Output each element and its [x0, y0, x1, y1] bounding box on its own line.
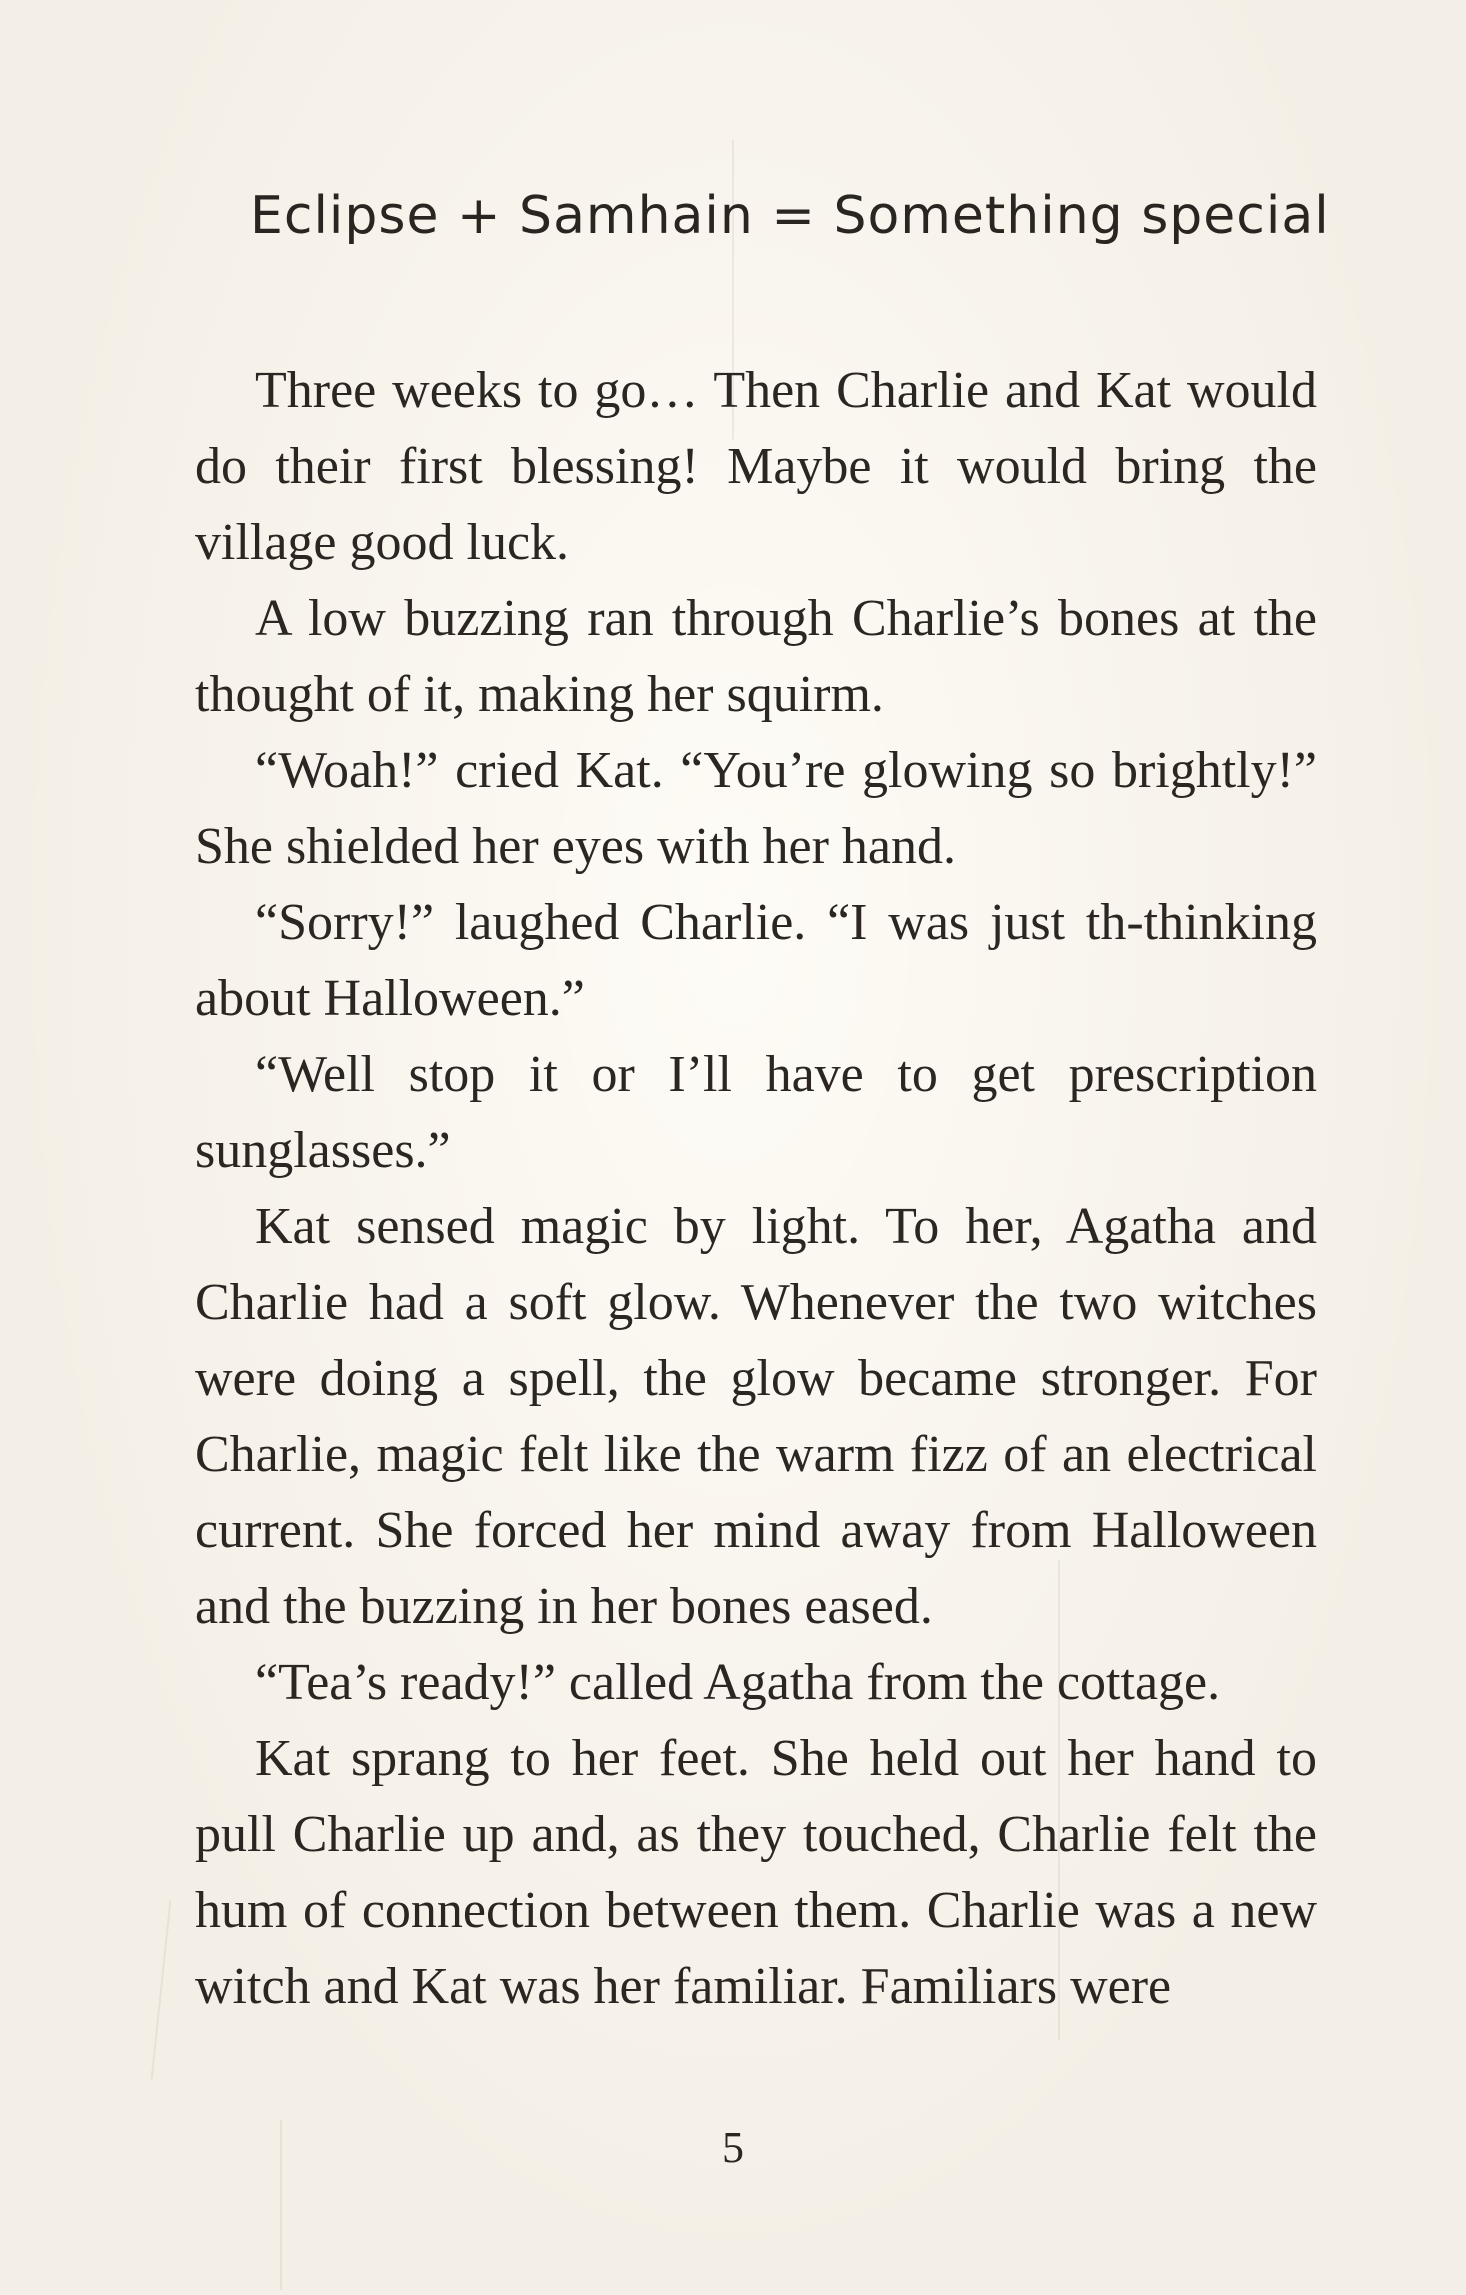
paragraph: “Sorry!” laughed Charlie. “I was just th-thinking about Halloween.”: [195, 894, 1317, 1027]
paragraph: “Tea’s ready!” called Agatha from the cottage.: [255, 1654, 1221, 1711]
body-text: [195, 353, 1317, 2025]
page-crease: [151, 1900, 172, 2079]
paragraph: “Woah!” cried Kat. “You’re glowing so brightly!” She shielded her eyes with her hand.: [195, 742, 1317, 875]
handwritten-heading: Eclipse + Samhain = Something special: [250, 186, 1330, 246]
paragraph: “Well stop it or I’ll have to get prescription sunglasses.”: [195, 1046, 1317, 1179]
paragraph: Three weeks to go… Then Charlie and Kat would do their first blessing! Maybe it would bring the village good luck.: [195, 362, 1317, 571]
paragraph: A low buzzing ran through Charlie’s bones at the thought of it, making her squirm.: [195, 590, 1317, 723]
paragraph: Kat sprang to her feet. She held out her hand to pull Charlie up and, as they touched, Charlie felt the hum of connection between them. Charlie was a new witch and Kat was her familiar. Familiars were: [195, 1730, 1317, 2015]
paragraph: Kat sensed magic by light. To her, Agatha and Charlie had a soft glow. Whenever the two witches were doing a spell, the glow became stronger. For Charlie, magic felt like the warm fizz of an electrical current. She forced her mind away from Halloween and the buzzing in her bones eased.: [195, 1198, 1317, 1635]
page-number: 5: [722, 2123, 744, 2172]
